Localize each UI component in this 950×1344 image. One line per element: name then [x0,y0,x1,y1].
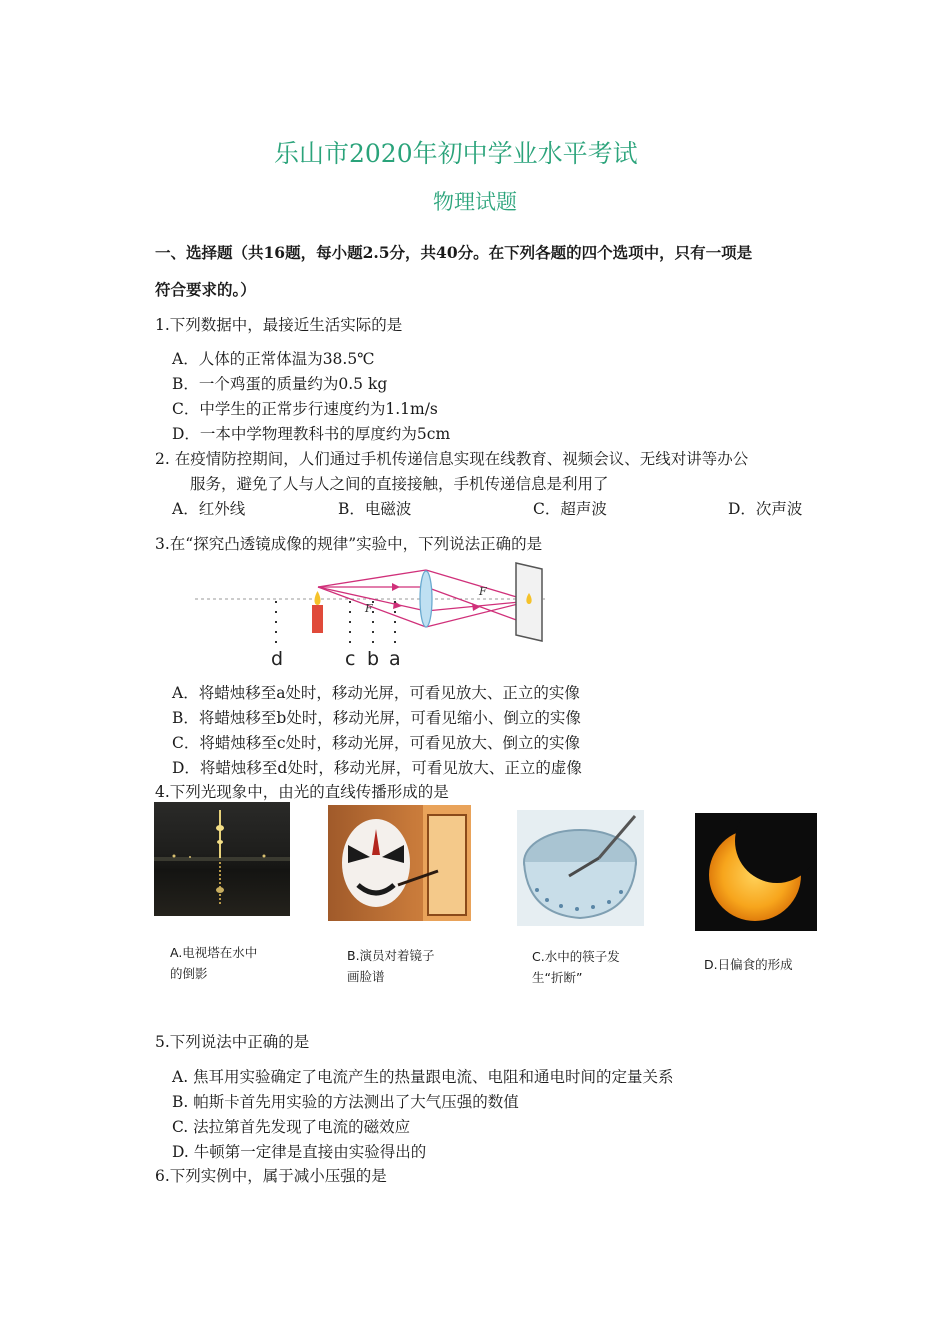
position-label-a: a [389,648,401,670]
exam-title: 乐山市2020年初中学业水平考试 [274,139,638,168]
position-markers [276,601,395,647]
focus-label-left: F [365,602,373,615]
caption-d-line1: D.日偏食的形成 [704,957,793,972]
question-3-stem: 3.在“探究凸透镜成像的规律”实验中，下列说法正确的是 [155,535,543,553]
focus-label-right: F [479,585,487,598]
question-2-stem-line1: 2. 在疫情防控期间，人们通过手机传递信息实现在线教育、视频会议、无线对讲等办公 [155,450,749,468]
caption-c-line1: C.水中的筷子发 [532,949,620,964]
question-3-option-b: B．将蜡烛移至b处时，移动光屏，可看见缩小、倒立的实像 [172,709,581,727]
caption-c [532,946,662,988]
question-5-option-b: B. 帕斯卡首先用实验的方法测出了大气压强的数值 [172,1093,519,1111]
question-2-option-c: C．超声波 [533,500,607,518]
photo-tv-tower-reflection [154,802,290,916]
question-2-stem-line2: 服务，避免了人与人之间的直接接触，手机传递信息是利用了 [190,475,609,493]
caption-c-line2: 生“折断” [532,970,583,985]
exam-subtitle: 物理试题 [433,190,517,214]
caption-b-line2: 画脸谱 [347,969,385,984]
caption-a-line1: A.电视塔在水中 [170,945,258,960]
question-3-option-a: A．将蜡烛移至a处时，移动光屏，可看见放大、正立的实像 [172,684,580,702]
question-5-option-d: D. 牛顿第一定律是直接由实验得出的 [172,1143,427,1161]
question-1-stem: 1.下列数据中，最接近生活实际的是 [155,316,403,334]
lens-experiment-diagram [190,555,560,673]
question-2-option-b: B．电磁波 [338,500,412,518]
candle-flame [314,591,320,605]
question-1-option-a: A．人体的正常体温为38.5℃ [172,350,375,368]
section-heading-line1: 一、选择题（共16题，每小题2.5分，共40分。在下列各题的四个选项中，只有一项是 [155,243,753,262]
question-5-stem: 5.下列说法中正确的是 [155,1033,310,1051]
question-3-option-c: C．将蜡烛移至c处时，移动光屏，可看见放大、倒立的实像 [172,734,581,752]
face-paint-illustration [328,805,471,921]
bowl-illustration [517,810,644,926]
position-label-c: c [345,648,356,670]
position-label-b: b [367,648,380,670]
eclipse-illustration [695,813,817,931]
question-5-option-c: C. 法拉第首先发现了电流的磁效应 [172,1118,411,1136]
tv-tower-illustration [154,802,290,916]
question-2-option-d: D．次声波 [728,500,803,518]
question-1-option-d: D．一本中学物理教科书的厚度约为5cm [172,425,451,443]
caption-a [170,942,290,984]
question-1-option-b: B．一个鸡蛋的质量约为0.5 kg [172,375,388,393]
caption-d [704,954,834,975]
question-4-stem: 4.下列光现象中，由光的直线传播形成的是 [155,783,449,801]
question-5-option-a: A. 焦耳用实验确定了电流产生的热量跟电流、电阻和通电时间的定量关系 [172,1068,674,1086]
photo-partial-solar-eclipse [695,813,817,931]
caption-a-line2: 的倒影 [170,966,208,981]
section-heading-line2: 符合要求的。） [155,280,256,299]
candle-body [312,605,323,633]
question-3-option-d: D．将蜡烛移至d处时，移动光屏，可看见放大、正立的虚像 [172,759,582,777]
convex-lens [420,571,432,627]
question-1-option-c: C．中学生的正常步行速度约为1.1m/s [172,400,438,418]
caption-b-line1: B.演员对着镜子 [347,948,435,963]
caption-b [347,945,477,987]
question-6-stem: 6.下列实例中，属于减小压强的是 [155,1167,387,1185]
position-label-d: d [271,648,284,670]
photo-actor-mirror [328,805,471,921]
question-2-option-a: A．红外线 [172,500,246,518]
photo-chopsticks-in-water [517,810,644,926]
